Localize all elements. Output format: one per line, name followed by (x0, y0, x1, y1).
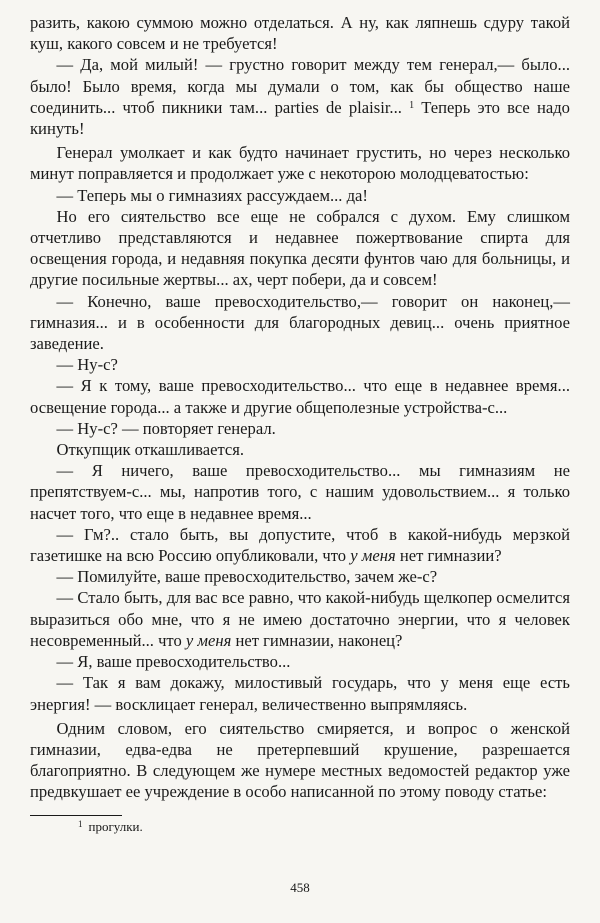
body-text (30, 12, 570, 803)
page-number: 458 (290, 880, 310, 895)
paragraph: — Я, ваше превосходительство... (56, 652, 291, 672)
paragraph: — Конечно, ваше превосходительство,— говорит он наконец,— гимназия... и в особенности для благородных девиц... очень приятное заведение. (30, 291, 570, 354)
footnote-marker: 1 (78, 818, 83, 829)
paragraph: Одним словом, его сиятельство смиряется, и вопрос о женской гимназии, едва-едва не претерпевший крушение, разрешается благоприятно. В следующем же нумере местных ведомостей редактор уже предвкушает ее учреждение в особо написанной по этому поводу статье: (30, 718, 570, 802)
footnote-ref[interactable]: 1 (409, 99, 415, 111)
paragraph: — Помилуйте, ваше превосходительство, зачем же-с? (56, 567, 438, 587)
emphasis: у меня (350, 546, 396, 566)
paragraph: — Я ничего, ваше превосходительство... мы гимназиям не препятствуем-с... мы, напротив того, с нашим удовольствием... я только насчет того, что еще в недавнее время... (30, 461, 570, 523)
paragraph: — Гм?.. стало быть, вы допустите, чтоб в какой-нибудь мерзкой газетишке на всю Россию опубликовали, что у меня нет гимназии? (30, 524, 570, 566)
footnote-text: прогулки. (88, 818, 143, 834)
paragraph: — Стало быть, для вас все равно, что какой-нибудь щелкопер осмелится выразиться обо мне, что я не имею достаточно энергии, что я человек несовременный... что у меня нет гимназии, наконец? (30, 588, 570, 650)
paragraph: — Теперь мы о гимназиях рассуждаем... да! (56, 185, 368, 205)
paragraph: — Так я вам докажу, милостивый государь, что у меня еще есть энергия! — восклицает генерал, величественно выпрямляясь. (30, 673, 570, 714)
paragraph: — Ну-с? (56, 355, 118, 375)
paragraph: Но его сиятельство все еще не собрался с духом. Ему слишком отчетливо представляются и недавнее пожертвование спирта для освещения города, и недавняя покупка десяти фунтов чаю для больницы, и другие посильные жертвы... ах, черт побери, да и совсем! (30, 206, 570, 290)
paragraph: разить, какою суммою можно отделаться. А ну, как ляпнешь сдуру такой куш, какого совсем и не требуется! (30, 13, 570, 54)
paragraph: — Да, мой милый! — грустно говорит между тем генерал,— было... было! Было время, когда мы думали о том, как бы общество наше соединить... чтоб пикники там... parties de plaisir... $^1$ Теперь это все надо кинуть! (30, 55, 570, 139)
paragraph: Генерал умолкает и как будто начинает грустить, но через несколько минут поправляется и продолжает уже с некоторою молодцеватостью: (30, 143, 570, 184)
paragraph: — Я к тому, ваше превосходительство... что еще в недавнее время... освещение города... а также и другие общеполезные устройства-с... (30, 376, 570, 417)
paragraph: — Ну-с? — повторяет генерал. (56, 418, 276, 438)
footnote-divider (30, 815, 122, 816)
footnote (78, 818, 570, 836)
emphasis: у меня (185, 630, 232, 650)
paragraph: Откупщик откашливается. (56, 440, 245, 460)
